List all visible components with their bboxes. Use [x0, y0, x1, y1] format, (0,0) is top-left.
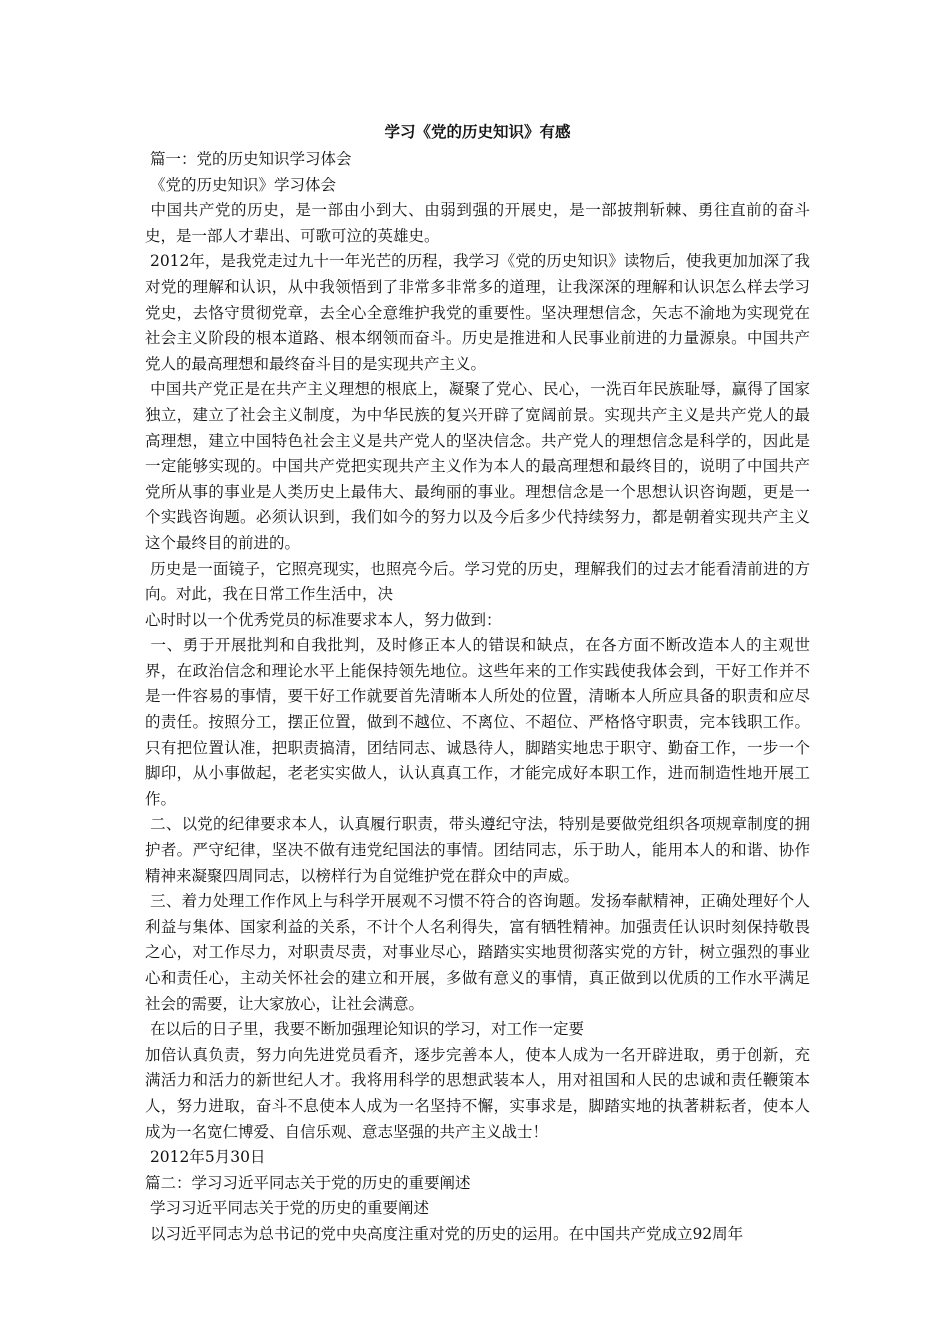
section-subtitle-2: 学习习近平同志关于党的历史的重要阐述 — [145, 1199, 429, 1218]
paragraph-8: 一、勇于开展批判和自我批判，及时修正本人的错误和缺点，在各方面不断改造本人的主观世界，在政治信念和理论水平上能保持领先地位。这些年来的工作实践使我体会到，干好工作并不是一件容易的事情，要干好工作就要首先清晰本人所处的位置，清晰本人所应具备的职责和应尽的责任。按照分工，摆正位置，做到不越位、不离位、不超位、严格恪守职责，完本钱职工作。只有把位置认准，把职责搞清，团结同志、诚恳待人，脚踏实地忠于职守、勤奋工作，一步一个脚印，从小事做起，老老实实做人，认认真真工作，才能完成好本职工作，进而制造性地开展工作。 — [145, 636, 810, 808]
paragraph-3: 中国共产党的历史，是一部由小到大、由弱到强的开展史，是一部披荆斩棘、勇往直前的奋斗史，是一部人才辈出、可歌可泣的英雄史。 — [145, 201, 810, 245]
paragraph-1: 篇一：党的历史知识学习体会 — [145, 150, 352, 168]
paragraph-11: 在以后的日子里，我要不断加强理论知识的学习，对工作一定要 — [145, 1020, 584, 1039]
paragraph-2: 《党的历史知识》学习体会 — [145, 175, 336, 194]
paragraph-12: 加倍认真负责，努力向先进党员看齐，逐步完善本人，使本人成为一名开辟进取，勇于创新，充满活力和活力的新世纪人才。我将用科学的思想武装本人，用对祖国和人民的忠诚和责任鞭策本人，努力进取，奋斗不息使本人成为一名坚持不懈，实事求是，脚踏实地的执著耕耘者，使本人成为一名宽仁博爱、自信乐观、意志坚强的共产主义战士！ — [145, 1045, 810, 1141]
document-page — [145, 121, 810, 1248]
paragraph-7: 心时时以一个优秀党员的标准要求本人，努力做到： — [145, 610, 502, 629]
section-heading-2: 篇二：学习习近平同志关于党的历史的重要阐述 — [145, 1173, 471, 1192]
paragraph-5: 中国共产党正是在共产主义理想的根底上，凝聚了党心、民心，一洗百年民族耻辱，赢得了国家独立，建立了社会主义制度，为中华民族的复兴开辟了宽阔前景。实现共产主义是共产党人的最高理想，建立中国特色社会主义是共产党人的坚决信念。共产党人的理想信念是科学的，因此是一定能够实现的。中国共产党把实现共产主义作为本人的最高理想和最终目的，说明了中国共产党所从事的事业是人类历史上最伟大、最绚丽的事业。理想信念是一个思想认识咨询题，更是一个实践咨询题。必须认识到，我们如今的努力以及今后多少代持续努力，都是朝着实现共产主义这个最终目的前进的。 — [145, 380, 810, 552]
document-title: 学习《党的历史知识》有感 — [384, 122, 571, 141]
paragraph-4: 2012年，是我党走过九十一年光芒的历程，我学习《党的历史知识》读物后，使我更加加深了我对党的理解和认识，从中我领悟到了非常多非常多的道理，让我深深的理解和认识怎么样去学习党史，去恪守贯彻党章，去全心全意维护我党的重要性。坚决理想信念，矢志不渝地为实现党在社会主义阶段的根本道路、根本纲领而奋斗。历史是推进和人民事业前进的力量源泉。中国共产党人的最高理想和最终奋斗目的是实现共产主义。 — [145, 252, 810, 373]
paragraph-6: 历史是一面镜子，它照亮现实，也照亮今后。学习党的历史，理解我们的过去才能看清前进的方向。对此，我在日常工作生活中，决 — [145, 559, 810, 604]
paragraph-10: 三、着力处理工作作风上与科学开展观不习惯不符合的咨询题。发扬奉献精神，正确处理好个人利益与集体、国家利益的关系，不计个人名利得失，富有牺牲精神。加强责任认识时刻保持敬畏之心，对工作尽力，对职责尽责，对事业尽心，踏踏实实地贯彻落实党的方针，树立强烈的事业心和责任心，主动关怀社会的建立和开展，多做有意义的事情，真正做到以优质的工作水平满足社会的需要，让大家放心，让社会满意。 — [145, 892, 810, 1013]
paragraph-9: 二、以党的纪律要求本人，认真履行职责，带头遵纪守法，特别是要做党组织各项规章制度的拥护者。严守纪律，坚决不做有违党纪国法的事情。团结同志，乐于助人，能用本人的和谐、协作精神来凝聚四周同志，以榜样行为自觉维护党在群众中的声威。 — [145, 815, 810, 885]
date-line: 2012年5月30日 — [145, 1148, 266, 1167]
paragraph-16: 以习近平同志为总书记的党中央高度注重对党的历史的运用。在中国共产党成立92周年 — [145, 1224, 744, 1243]
